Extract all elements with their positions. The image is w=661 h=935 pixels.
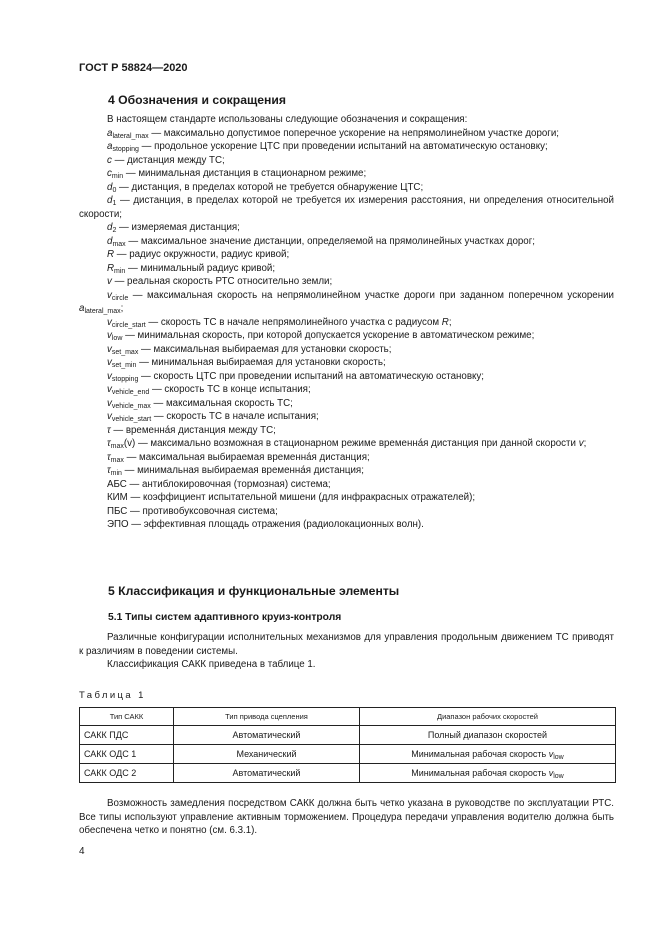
abbreviation-item xyxy=(79,275,614,289)
definition-text: — радиус окружности, радиус кривой; xyxy=(114,249,290,260)
symbol: R xyxy=(107,249,115,260)
range-text: Минимальная рабочая скорость xyxy=(411,768,549,778)
abbreviation-item xyxy=(79,518,614,532)
symbol-subscript: max xyxy=(110,443,124,450)
header-range: Диапазон рабочих скоростей xyxy=(360,708,616,726)
range-text: Полный диапазон скоростей xyxy=(427,730,548,740)
symbol-subscript: circle_start xyxy=(111,321,146,329)
symbol-subscript: 0 xyxy=(112,186,117,194)
symbol: d xyxy=(107,181,113,193)
abbreviation-item xyxy=(79,410,614,424)
definition-tail: ; xyxy=(120,303,124,314)
table-row xyxy=(80,764,616,783)
document-code: ГОСТ Р 58824—2020 xyxy=(79,62,188,74)
abbreviation-item xyxy=(79,356,614,370)
cell-type: САКК ОДС 1 xyxy=(80,745,174,764)
symbol-subscript: circle xyxy=(111,294,129,302)
abbreviation-item xyxy=(79,235,614,249)
paragraph-classification: Классификация САКК приведена в таблице 1. xyxy=(107,659,316,670)
abbreviation-item xyxy=(79,397,614,411)
paragraph-deceleration: Возможность замедления посредством САКК должна быть четко указана в руководстве по эксплуатации РТС. Все типы используют управление активным торможением. Процедура передачи управления водителю должна быть обеспечена четко и понятно (см. 6.3.1). xyxy=(79,798,614,836)
symbol-subscript: vehicle_max xyxy=(111,402,151,410)
symbol: d xyxy=(107,235,113,247)
abbreviation-item xyxy=(79,181,614,195)
symbol-subscript: stopping xyxy=(111,375,139,383)
cell-type: САКК ПДС xyxy=(80,726,174,745)
abbreviation-item xyxy=(79,140,614,154)
symbol: v xyxy=(107,330,112,341)
abbreviation-item xyxy=(79,437,614,451)
symbol-subscript: min xyxy=(114,267,126,275)
symbol: a xyxy=(107,141,113,152)
symbol: c xyxy=(107,168,112,179)
symbol-subscript: max xyxy=(112,240,126,248)
definition-tail: ; xyxy=(448,316,452,328)
definition-tail: ; xyxy=(583,438,587,449)
abbreviation-item xyxy=(79,370,614,384)
symbol: τ xyxy=(107,451,111,463)
symbol-subscript: vehicle_start xyxy=(111,416,152,423)
abbreviation-item xyxy=(79,343,614,357)
table-row xyxy=(80,745,616,764)
paragraph-configurations: Различные конфигурации исполнительных механизмов для управления продольным движением ТС приводят к различиям в поведении системы. xyxy=(79,632,614,657)
symbol: τ xyxy=(107,438,111,449)
abbreviation-item xyxy=(79,424,614,438)
definition-text: ЭПО — эффективная площадь отражения (радиолокационных волн). xyxy=(107,519,424,530)
speed-symbol: v xyxy=(548,749,554,759)
symbol: v xyxy=(107,411,112,422)
symbol: d xyxy=(107,222,113,233)
cell-type: САКК ОДС 2 xyxy=(80,764,174,783)
cell-drive: Автоматический xyxy=(174,764,360,783)
definition-text: — максимальная выбираемая временна́я дистанция; xyxy=(123,451,370,463)
symbol: v xyxy=(107,384,112,395)
abbreviation-item xyxy=(79,505,614,519)
symbol-subscript: 2 xyxy=(112,227,117,234)
symbol: τ xyxy=(107,424,111,436)
symbol-subscript: lateral_max xyxy=(112,132,149,140)
abbreviation-item xyxy=(79,491,614,505)
symbol: d xyxy=(107,195,113,206)
definition-text: — реальная скорость РТС относительно земли; xyxy=(111,276,333,287)
definition-text: ПБС — противобуксовочная система; xyxy=(107,505,278,517)
cell-range xyxy=(360,726,616,745)
abbreviation-item xyxy=(79,167,614,181)
cell-range xyxy=(360,745,616,764)
abbreviation-item xyxy=(79,289,614,316)
section-4-title: 4 Обозначения и сокращения xyxy=(108,93,287,107)
symbol: v xyxy=(107,316,112,328)
definition-text: — дистанция, в пределах которой не требуется обнаружение ЦТС; xyxy=(116,181,424,193)
abbreviation-item xyxy=(79,464,614,478)
section-5-1-title: 5.1 Типы систем адаптивного круиз-контроля xyxy=(108,612,342,623)
section-5-title: 5 Классификация и функциональные элементы xyxy=(108,584,400,598)
abbreviation-item xyxy=(79,316,614,330)
symbol-subscript: set_min xyxy=(111,362,137,369)
symbol-subscript: 1 xyxy=(112,200,117,207)
symbol: v xyxy=(107,357,112,368)
definition-text: — максимальная скорость ТС; xyxy=(150,397,293,409)
symbol: v xyxy=(107,397,112,409)
abbreviation-item xyxy=(79,451,614,465)
abbreviation-item xyxy=(79,478,614,492)
header-type: Тип САКК xyxy=(80,708,174,726)
abbreviations-list xyxy=(79,127,614,532)
definition-text: — минимальная выбираемая для установки скорость; xyxy=(136,357,386,368)
definition-text: — скорость ЦТС при проведении испытаний на автоматическую остановку; xyxy=(138,370,484,382)
definition-text: — максимально допустимое поперечное ускорение на непрямолинейном участке дороги; xyxy=(148,127,560,139)
cell-range xyxy=(360,764,616,783)
abbreviation-item xyxy=(79,154,614,168)
symbol-subscript: min xyxy=(110,470,122,477)
table-body xyxy=(80,726,616,783)
speed-subscript: low xyxy=(553,754,564,761)
symbol: τ xyxy=(107,465,111,476)
abbreviation-item xyxy=(79,262,614,276)
classification-paragraphs xyxy=(79,631,614,672)
symbol: v xyxy=(107,370,112,382)
table-caption: Таблица 1 xyxy=(79,690,146,701)
definition-text: — измеряемая дистанция; xyxy=(116,222,240,233)
definition-text: — скорость ТС в начале испытания; xyxy=(151,411,319,422)
definition-text: — минимальная дистанция в стационарном режиме; xyxy=(123,168,367,179)
abbreviation-item xyxy=(79,127,614,141)
definition-text: — минимальная скорость, при которой допускается ускорение в автоматическом режиме; xyxy=(122,330,535,341)
symbol: R xyxy=(107,262,115,274)
cell-drive: Механический xyxy=(174,745,360,764)
symbol: v xyxy=(107,343,112,355)
symbol-subscript: max xyxy=(110,456,124,464)
symbol-subscript: stopping xyxy=(112,146,139,153)
deceleration-paragraph xyxy=(79,797,614,838)
header-drive: Тип привода сцепления xyxy=(174,708,360,726)
symbol: R xyxy=(441,316,449,328)
definition-text: — дистанция между ТС; xyxy=(111,154,225,166)
cell-drive: Автоматический xyxy=(174,726,360,745)
abbreviation-item xyxy=(79,221,614,235)
definition-text: — минимальный радиус кривой; xyxy=(125,262,276,274)
definition-text: — максимальная скорость на непрямолинейном участке дороги при заданном поперечном ускорении xyxy=(128,289,614,301)
table-row xyxy=(80,726,616,745)
symbol: v xyxy=(107,289,112,301)
symbol: a xyxy=(107,127,113,139)
speed-subscript: low xyxy=(553,773,564,780)
table-header-row xyxy=(80,708,616,726)
symbol: v xyxy=(107,276,112,287)
abbreviation-item xyxy=(79,248,614,262)
definition-text: — скорость ТС в конце испытания; xyxy=(149,384,311,395)
abbreviation-item xyxy=(79,194,614,221)
abbreviations-intro: В настоящем стандарте использованы следующие обозначения и сокращения: xyxy=(107,114,468,125)
definition-text: — скорость ТС в начале непрямолинейного участка с радиусом xyxy=(145,316,442,328)
symbol-subscript: set_max xyxy=(111,348,139,356)
abbreviation-item xyxy=(79,383,614,397)
symbol-subscript: low xyxy=(111,335,123,342)
symbol: c xyxy=(107,154,112,166)
definition-text: — продольное ускорение ЦТС при проведении испытаний на автоматическую остановку; xyxy=(138,141,548,152)
classification-table xyxy=(79,707,616,783)
definition-text: (v) — максимально возможная в стационарном режиме временна́я дистанция при данной скорости xyxy=(123,438,579,449)
speed-symbol: v xyxy=(548,768,554,778)
definition-text: — дистанция, в пределах которой не требуется их измерения расстояния, ни определения относительной скорости; xyxy=(79,195,614,220)
definition-text: — максимальное значение дистанции, определяемой на прямолинейных участках дорог; xyxy=(125,235,535,247)
definition-text: — минимальная выбираемая временна́я дистанция; xyxy=(121,465,364,476)
symbol-subscript: min xyxy=(111,173,124,180)
symbol: a xyxy=(79,303,85,314)
definition-text: — временна́я дистанция между ТС; xyxy=(110,424,276,436)
definition-text: — максимальная выбираемая для установки скорость; xyxy=(138,343,392,355)
page-number: 4 xyxy=(79,846,85,857)
symbol-subscript: vehicle_end xyxy=(111,389,150,396)
definition-text: АБС — антиблокировочная (тормозная) система; xyxy=(107,478,331,490)
abbreviations-block xyxy=(79,113,614,532)
definition-text: КИМ — коэффициент испытательной мишени (для инфракрасных отражателей); xyxy=(107,492,476,503)
abbreviation-item xyxy=(79,329,614,343)
symbol: v xyxy=(578,438,584,449)
range-text: Минимальная рабочая скорость xyxy=(411,749,549,759)
symbol-subscript: lateral_max xyxy=(84,308,121,315)
